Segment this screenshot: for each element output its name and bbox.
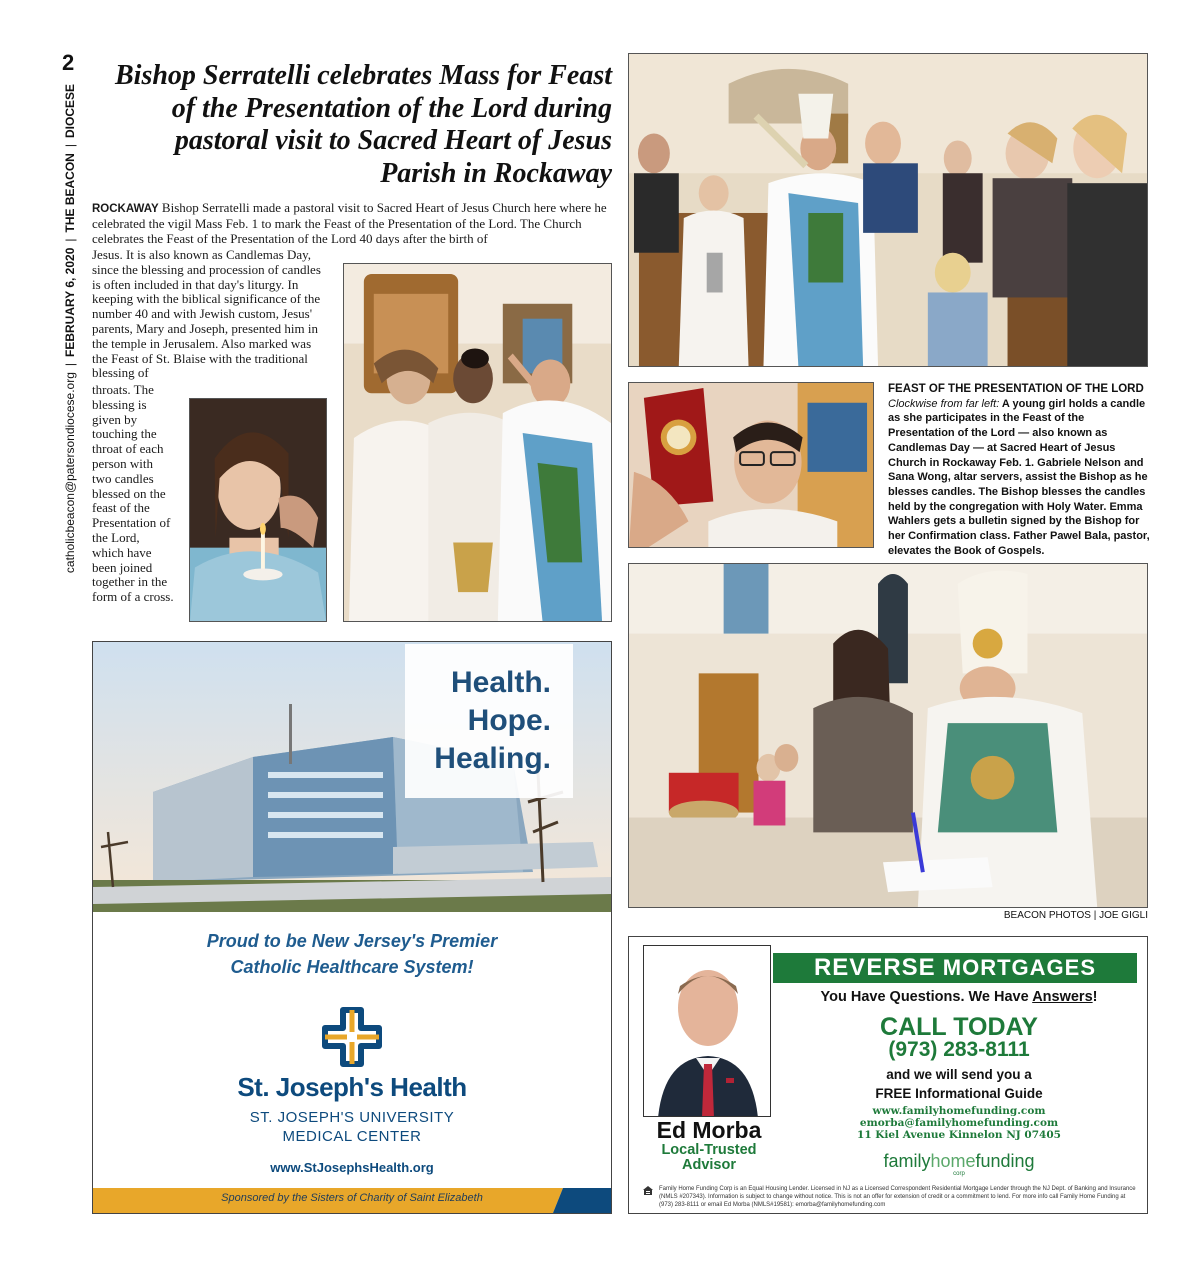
ad-st-josephs-sub xyxy=(93,1108,611,1146)
ad-sponsor-text: Sponsored by the Sisters of Charity of Saint Elizabeth xyxy=(221,1192,483,1204)
ad-banner xyxy=(773,953,1137,983)
ad-st-josephs-name: St. Joseph's Health xyxy=(237,1072,467,1102)
ad-call-today: CALL TODAY xyxy=(880,1013,1038,1041)
ad-role-line2: Advisor xyxy=(682,1157,736,1173)
ad-fine-print: Family Home Funding Corp is an Equal Housing Lender. Licensed in NJ as a Licensed Correspondent Residential Mortgage Lender through the NJ Dept. of Banking and Insurance (NMLS #207343). Information is subject to change without notice. This is not an offer for extension of credit or a commitment to lend. For more info call Family Home Funding at (973) 283-8111 or email Ed Morba (NMLS#19581): emorba@familyhomefunding.com xyxy=(659,1186,1136,1208)
side-email: catholicbeacon@patersondiocese.org xyxy=(63,372,77,574)
ad-brand-corp: corp xyxy=(953,1171,965,1177)
caption-text: A young girl holds a candle as she participates in the Feast of the Presentation of the Lord — also known as Candlemas Day — at Sacred Heart of Jesus Church in Rockaway Feb. 1. Gabriele Nelson and Sana Wong, altar servers, assist the Bishop as he blesses candles. The Bishop blesses the candles held by the congregation with Holy Water. Emma Wahlers gets a bulletin signed by the Bishop for her Confirmation class. Father Pawel Bala, pastor, elevates the Book of Gospels. xyxy=(888,397,1150,557)
ad-role-line1: Local-Trusted xyxy=(661,1142,757,1158)
ad-phone[interactable]: (973) 283-8111 xyxy=(888,1038,1030,1061)
ad-send-line2: FREE Informational Guide xyxy=(875,1086,1043,1101)
article-text-intro: Bishop Serratelli made a pastoral visit to Sacred Heart of Jesus Church here where he celebrated the vigil Mass Feb. 1 to mark the Feast of the Presentation of the Lord. The Church celebrates the Feast of the Presentation of the Lord 40 days after the birth of xyxy=(92,200,607,246)
ad-st-josephs-health[interactable] xyxy=(92,641,612,1214)
side-separator: | xyxy=(63,144,77,148)
side-date: FEBRUARY 6, 2020 xyxy=(63,247,77,357)
ad-advisor-portrait xyxy=(643,945,771,1117)
side-publication: THE BEACON xyxy=(63,153,77,233)
caption-lead: Clockwise from far left: xyxy=(888,397,1000,410)
ad-reverse-mortgages[interactable] xyxy=(628,936,1148,1214)
ad-brand-logo xyxy=(773,1151,1145,1172)
ad-proud-line2: Catholic Healthcare System! xyxy=(230,957,474,977)
ad-brand-c: funding xyxy=(975,1151,1035,1171)
side-separator: | xyxy=(63,238,77,242)
page-number: 2 xyxy=(62,50,75,75)
ad-advisor-role xyxy=(639,1143,779,1173)
equal-housing-icon xyxy=(643,1186,653,1195)
ad-tagline-healing: Healing. xyxy=(434,742,551,775)
ad-sub-line1: ST. JOSEPH'S UNIVERSITY xyxy=(249,1109,455,1126)
ad-tagline-box xyxy=(405,644,573,798)
ad-sub-line2: MEDICAL CENTER xyxy=(282,1128,422,1145)
caption-title: FEAST OF THE PRESENTATION OF THE LORD xyxy=(888,383,1144,395)
ad-advisor-name: Ed Morba xyxy=(656,1117,762,1143)
ad-website-link[interactable]: www.familyhomefunding.com xyxy=(872,1105,1046,1117)
ad-question-c: ! xyxy=(1092,989,1098,1005)
article-dateline: ROCKAWAY xyxy=(92,203,159,215)
photo-credit: BEACON PHOTOS | JOE GIGLI xyxy=(1003,910,1148,921)
photo-bishop-blessing-candles xyxy=(343,263,612,622)
ad-questions xyxy=(773,989,1145,1005)
ad-brand-a: family xyxy=(883,1151,931,1171)
ad-st-josephs-url[interactable]: www.StJosephsHealth.org xyxy=(270,1160,434,1175)
photo-priest-gospels xyxy=(628,382,874,548)
ad-proud-line1: Proud to be New Jersey's Premier xyxy=(206,931,498,951)
ad-question-a: You Have Questions. We Have xyxy=(820,989,1033,1005)
ad-banner-reverse: REVERSE xyxy=(813,954,936,981)
article-headline: Bishop Serratelli celebrates Mass for Feast of the Presentation of the Lord during pastoral visit to Sacred Heart of Jesus Parish in Rockaway xyxy=(114,60,612,189)
side-separator: | xyxy=(63,363,77,367)
ad-brand-b: home xyxy=(930,1151,976,1171)
photo-girl-candle xyxy=(189,398,327,622)
ad-send-guide xyxy=(773,1065,1145,1103)
article-body-mid: Jesus. It is also known as Candlemas Day, since the blessing and procession of candles is often included in that day's liturgy. In keeping with the biblical significance of the number 40 and with Jewish custom, Jesus' parents, Mary and Joseph, presented him in the temple in Jerusalem. Also marked was the Feast of St. Blaise with the traditional blessing of xyxy=(92,247,321,381)
photo-procession-holy-water xyxy=(628,53,1148,367)
ad-tagline-hope: Hope. xyxy=(467,704,551,737)
ad-address: 11 Kiel Avenue Kinnelon NJ 07405 xyxy=(857,1129,1061,1141)
side-strip xyxy=(57,84,83,644)
side-section: DIOCESE xyxy=(63,84,77,139)
ad-proud-text xyxy=(93,928,611,980)
photo-bishop-signing xyxy=(628,563,1148,908)
article-body-narrow: throats. The blessing is given by touching the throat of each person with two candles blessed on the feast of the Presentation of the Lord, which have been joined together in the form of a cross. xyxy=(92,382,174,605)
ad-send-line1: and we will send you a xyxy=(886,1067,1032,1082)
ad-question-b: Answers xyxy=(1032,989,1093,1005)
ad-email-link[interactable]: emorba@familyhomefunding.com xyxy=(859,1117,1059,1129)
ad-tagline-health: Health. xyxy=(450,666,551,699)
ad-banner-mortgages: MORTGAGES xyxy=(942,955,1097,980)
st-josephs-cross-logo-icon xyxy=(321,1006,383,1068)
article-body-intro xyxy=(92,201,612,246)
photo-caption xyxy=(888,382,1150,558)
ad-contact-block xyxy=(773,1105,1145,1141)
